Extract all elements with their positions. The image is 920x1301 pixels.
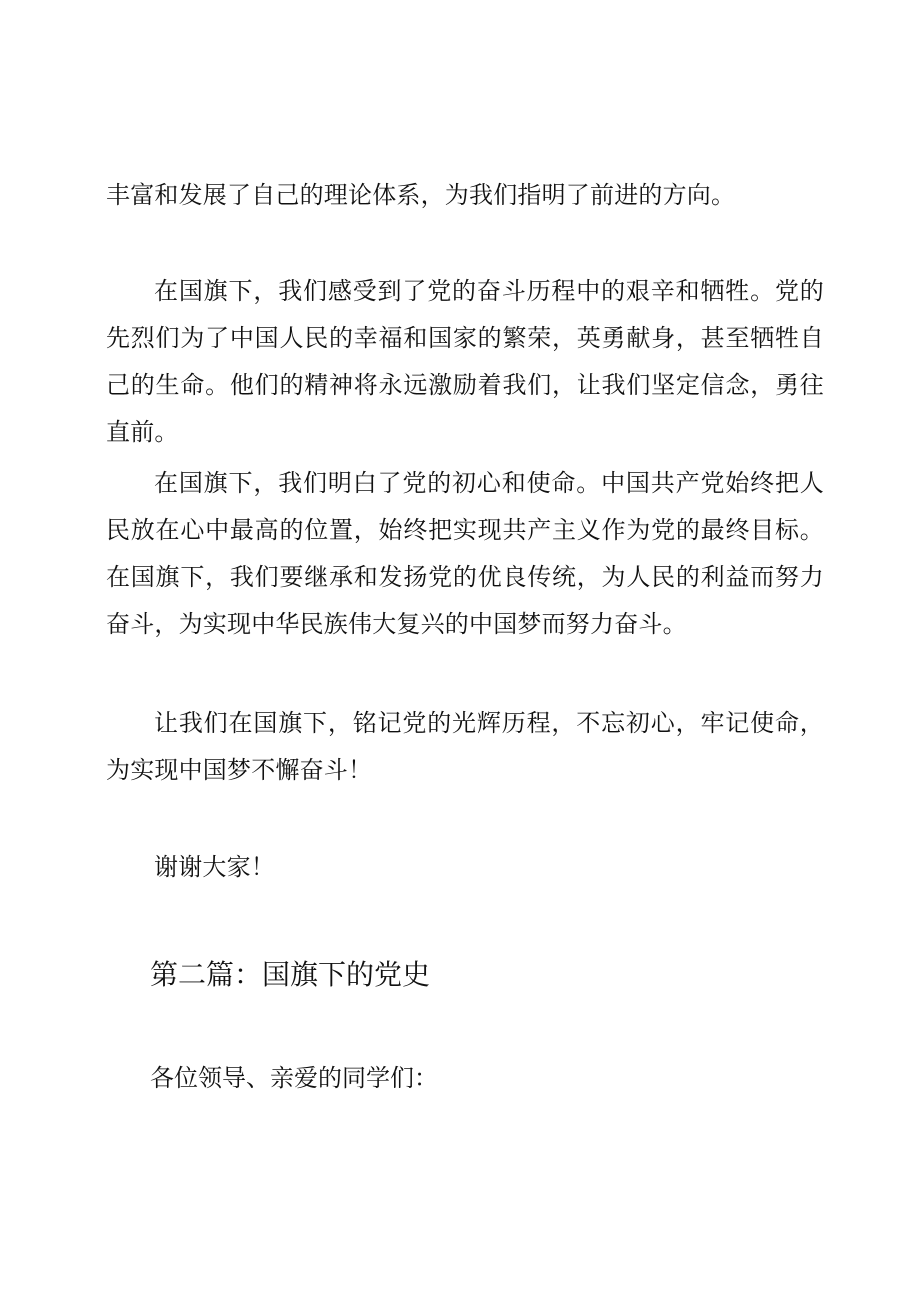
section-heading: 第二篇：国旗下的党史 (150, 958, 431, 991)
greeting-line: 各位领导、亲爱的同学们： (150, 1064, 438, 1092)
paragraph-mission: 在国旗下，我们明白了党的初心和使命。中国共产党始终把人民放在心中最高的位置，始终把实现共产主义作为党的最终目标。在国旗下，我们要继承和发扬党的优良传统，为人民的利益而努力奋斗，为实现中华民族伟大复兴的中国梦而努力奋斗。 (106, 469, 824, 638)
paragraph-thanks: 谢谢大家！ (154, 853, 275, 881)
paragraph-call-to-action: 让我们在国旗下，铭记党的光辉历程，不忘初心，牢记使命，为实现中国梦不懈奋斗！ (106, 709, 824, 784)
paragraph-sacrifice: 在国旗下，我们感受到了党的奋斗历程中的艰辛和牺牲。党的先烈们为了中国人民的幸福和国家的繁荣，英勇献身，甚至牺牲自己的生命。他们的精神将永远激励着我们，让我们坚定信念，勇往直前。 (106, 277, 824, 446)
paragraph-continuation: 丰富和发展了自己的理论体系，为我们指明了前进的方向。 (106, 181, 736, 209)
